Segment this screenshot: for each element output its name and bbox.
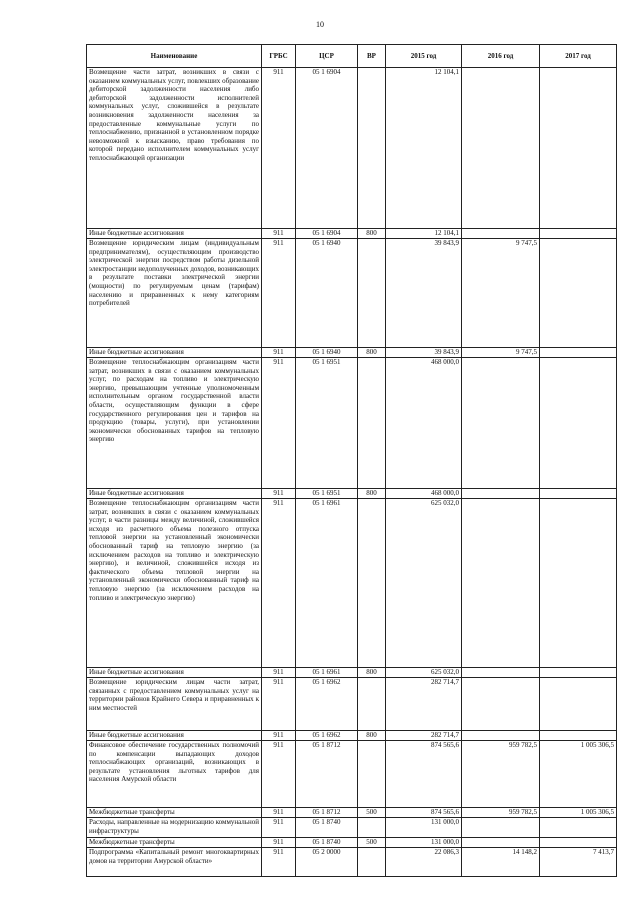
table-row — [87, 808, 617, 818]
cell-grbs: 911 — [262, 808, 296, 818]
cell-csr: 05 1 8712 — [296, 741, 358, 808]
cell-2016 — [462, 358, 540, 489]
cell-2017 — [540, 229, 617, 239]
cell-2016 — [462, 838, 540, 848]
cell-vr — [358, 239, 386, 348]
cell-2015: 39 843,9 — [386, 348, 462, 358]
cell-2016 — [462, 489, 540, 499]
table-row — [87, 731, 617, 741]
cell-2015: 468 000,0 — [386, 358, 462, 489]
cell-csr: 05 2 0000 — [296, 848, 358, 877]
table-row — [87, 348, 617, 358]
header-2016: 2016 год — [462, 45, 540, 68]
table-row — [87, 741, 617, 808]
table-row — [87, 68, 617, 229]
table-row — [87, 499, 617, 668]
cell-2015: 874 565,6 — [386, 808, 462, 818]
table-row — [87, 668, 617, 678]
cell-2015: 282 714,7 — [386, 731, 462, 741]
cell-2016: 14 148,2 — [462, 848, 540, 877]
cell-grbs: 911 — [262, 239, 296, 348]
cell-2017: 1 005 306,5 — [540, 741, 617, 808]
cell-name: Возмещение теплоснабжающим организациям части затрат, возникших в связи с оказанием коммунальных услуг, по расходам на топливо и электрическую энергию, превышающим учтенные уполномоченным исполнительным органом государственной власти области, осуществляющим функции в сфере государственного регулирования цен и тарифов на продукцию (товары, услуги), при установлении экономически обоснованных тарифов на тепловую энергию — [87, 358, 262, 489]
cell-2017 — [540, 348, 617, 358]
cell-2017 — [540, 239, 617, 348]
table-body — [87, 68, 617, 877]
cell-name: Расходы, направленные на модернизацию коммунальной инфраструктуры — [87, 818, 262, 838]
cell-grbs: 911 — [262, 499, 296, 668]
cell-2015: 874 565,6 — [386, 741, 462, 808]
cell-vr — [358, 741, 386, 808]
cell-csr: 05 1 6940 — [296, 348, 358, 358]
cell-2016: 959 782,5 — [462, 808, 540, 818]
cell-2017 — [540, 68, 617, 229]
cell-vr — [358, 358, 386, 489]
cell-csr: 05 1 6904 — [296, 229, 358, 239]
cell-csr: 05 1 8740 — [296, 818, 358, 838]
cell-2015: 12 104,1 — [386, 229, 462, 239]
cell-name: Иные бюджетные ассигнования — [87, 489, 262, 499]
cell-vr — [358, 499, 386, 668]
cell-vr: 800 — [358, 229, 386, 239]
cell-2016 — [462, 68, 540, 229]
budget-table — [86, 44, 617, 877]
cell-grbs: 911 — [262, 818, 296, 838]
cell-grbs: 911 — [262, 678, 296, 731]
cell-csr: 05 1 6951 — [296, 489, 358, 499]
cell-name: Иные бюджетные ассигнования — [87, 668, 262, 678]
cell-2015: 468 000,0 — [386, 489, 462, 499]
cell-2017 — [540, 499, 617, 668]
cell-2015: 625 032,0 — [386, 499, 462, 668]
header-2015: 2015 год — [386, 45, 462, 68]
cell-2017 — [540, 668, 617, 678]
cell-csr: 05 1 6961 — [296, 668, 358, 678]
cell-name: Возмещение части затрат, возникших в связи с оказанием коммунальных услуг, повлекших образование дебиторской задолженности населения либо дебиторской задолженности исполнителей коммунальных услуг, сложившейся в результате возникновения задолженности населения за предоставленные коммунальные услуги по теплоснабжению, признанной в установленном порядке невозможной к взысканию, право требования по которой передано исполнителем коммунальных услуг теплоснабжающей организации — [87, 68, 262, 229]
cell-2015: 131 000,0 — [386, 838, 462, 848]
cell-2015: 39 843,9 — [386, 239, 462, 348]
cell-name: Иные бюджетные ассигнования — [87, 731, 262, 741]
cell-2015: 282 714,7 — [386, 678, 462, 731]
cell-csr: 05 1 6940 — [296, 239, 358, 348]
cell-2017 — [540, 678, 617, 731]
cell-csr: 05 1 6904 — [296, 68, 358, 229]
cell-csr: 05 1 6951 — [296, 358, 358, 489]
cell-grbs: 911 — [262, 668, 296, 678]
cell-2017 — [540, 489, 617, 499]
table-row — [87, 358, 617, 489]
cell-2017 — [540, 818, 617, 838]
cell-grbs: 911 — [262, 348, 296, 358]
cell-name: Межбюджетные трансферты — [87, 838, 262, 848]
header-csr: ЦСР — [296, 45, 358, 68]
header-2017: 2017 год — [540, 45, 617, 68]
cell-vr: 800 — [358, 668, 386, 678]
cell-2016: 959 782,5 — [462, 741, 540, 808]
cell-csr: 05 1 8712 — [296, 808, 358, 818]
page-number: 10 — [316, 20, 324, 29]
table-row — [87, 818, 617, 838]
cell-name: Подпрограмма «Капитальный ремонт многоквартирных домов на территории Амурской области» — [87, 848, 262, 877]
cell-grbs: 911 — [262, 731, 296, 741]
cell-csr: 05 1 6962 — [296, 678, 358, 731]
cell-name: Возмещение теплоснабжающим организациям части затрат, возникших в связи с оказанием коммунальных услуг, в части разницы между величиной, сложившейся исходя из расчетного объема полезного отпуска тепловой энергии на установленный экономически обоснованный тариф на тепловую энергию (за исключением расходов на топливо и электрическую энергию), и величиной, сложившейся исходя из фактического объема тепловой энергии на установленный экономически обоснованный тариф на тепловую энергию (за исключением расходов на топливо и электрическую энергию) — [87, 499, 262, 668]
cell-2015: 22 086,3 — [386, 848, 462, 877]
table-header-row — [87, 45, 617, 68]
cell-2016: 9 747,5 — [462, 348, 540, 358]
table-row — [87, 838, 617, 848]
cell-name: Возмещение юридическим лицам (индивидуальным предпринимателям), осуществляющим производство электрической энергии посредством работы дизельной электростанции недополученных доходов, возникающих в результате поставки электрической энергии (мощности) по регулируемым ценам (тарифам) населению и приравненных к нему категориям потребителей — [87, 239, 262, 348]
cell-name: Финансовое обеспечение государственных полномочий по компенсации выпадающих доходов теплоснабжающих организаций, возникающих в результате установления льготных тарифов для населения Амурской области — [87, 741, 262, 808]
cell-grbs: 911 — [262, 358, 296, 489]
cell-name: Межбюджетные трансферты — [87, 808, 262, 818]
cell-2016 — [462, 229, 540, 239]
header-vr: ВР — [358, 45, 386, 68]
table-row — [87, 678, 617, 731]
cell-vr — [358, 68, 386, 229]
cell-2017 — [540, 838, 617, 848]
cell-vr — [358, 818, 386, 838]
cell-2016 — [462, 678, 540, 731]
cell-vr: 500 — [358, 808, 386, 818]
table-row — [87, 239, 617, 348]
cell-vr — [358, 848, 386, 877]
cell-2016 — [462, 668, 540, 678]
table-row — [87, 489, 617, 499]
cell-2016: 9 747,5 — [462, 239, 540, 348]
cell-vr — [358, 678, 386, 731]
table-row — [87, 848, 617, 877]
table-row — [87, 229, 617, 239]
cell-name: Иные бюджетные ассигнования — [87, 348, 262, 358]
header-grbs: ГРБС — [262, 45, 296, 68]
cell-grbs: 911 — [262, 229, 296, 239]
cell-name: Иные бюджетные ассигнования — [87, 229, 262, 239]
cell-vr: 800 — [358, 731, 386, 741]
cell-2017: 1 005 306,5 — [540, 808, 617, 818]
cell-2015: 625 032,0 — [386, 668, 462, 678]
cell-csr: 05 1 8740 — [296, 838, 358, 848]
cell-grbs: 911 — [262, 489, 296, 499]
header-name: Наименование — [87, 45, 262, 68]
cell-grbs: 911 — [262, 741, 296, 808]
cell-grbs: 911 — [262, 838, 296, 848]
cell-grbs: 911 — [262, 68, 296, 229]
cell-csr: 05 1 6962 — [296, 731, 358, 741]
cell-2017 — [540, 731, 617, 741]
cell-grbs: 911 — [262, 848, 296, 877]
cell-2016 — [462, 499, 540, 668]
cell-2015: 12 104,1 — [386, 68, 462, 229]
cell-2017: 7 413,7 — [540, 848, 617, 877]
cell-2016 — [462, 731, 540, 741]
cell-2017 — [540, 358, 617, 489]
cell-2015: 131 000,0 — [386, 818, 462, 838]
cell-vr: 800 — [358, 348, 386, 358]
cell-2016 — [462, 818, 540, 838]
cell-csr: 05 1 6961 — [296, 499, 358, 668]
cell-vr: 800 — [358, 489, 386, 499]
cell-vr: 500 — [358, 838, 386, 848]
cell-name: Возмещение юридическим лицам части затрат, связанных с предоставлением коммунальных услуг на территории районов Крайнего Севера и приравненных к ним местностей — [87, 678, 262, 731]
